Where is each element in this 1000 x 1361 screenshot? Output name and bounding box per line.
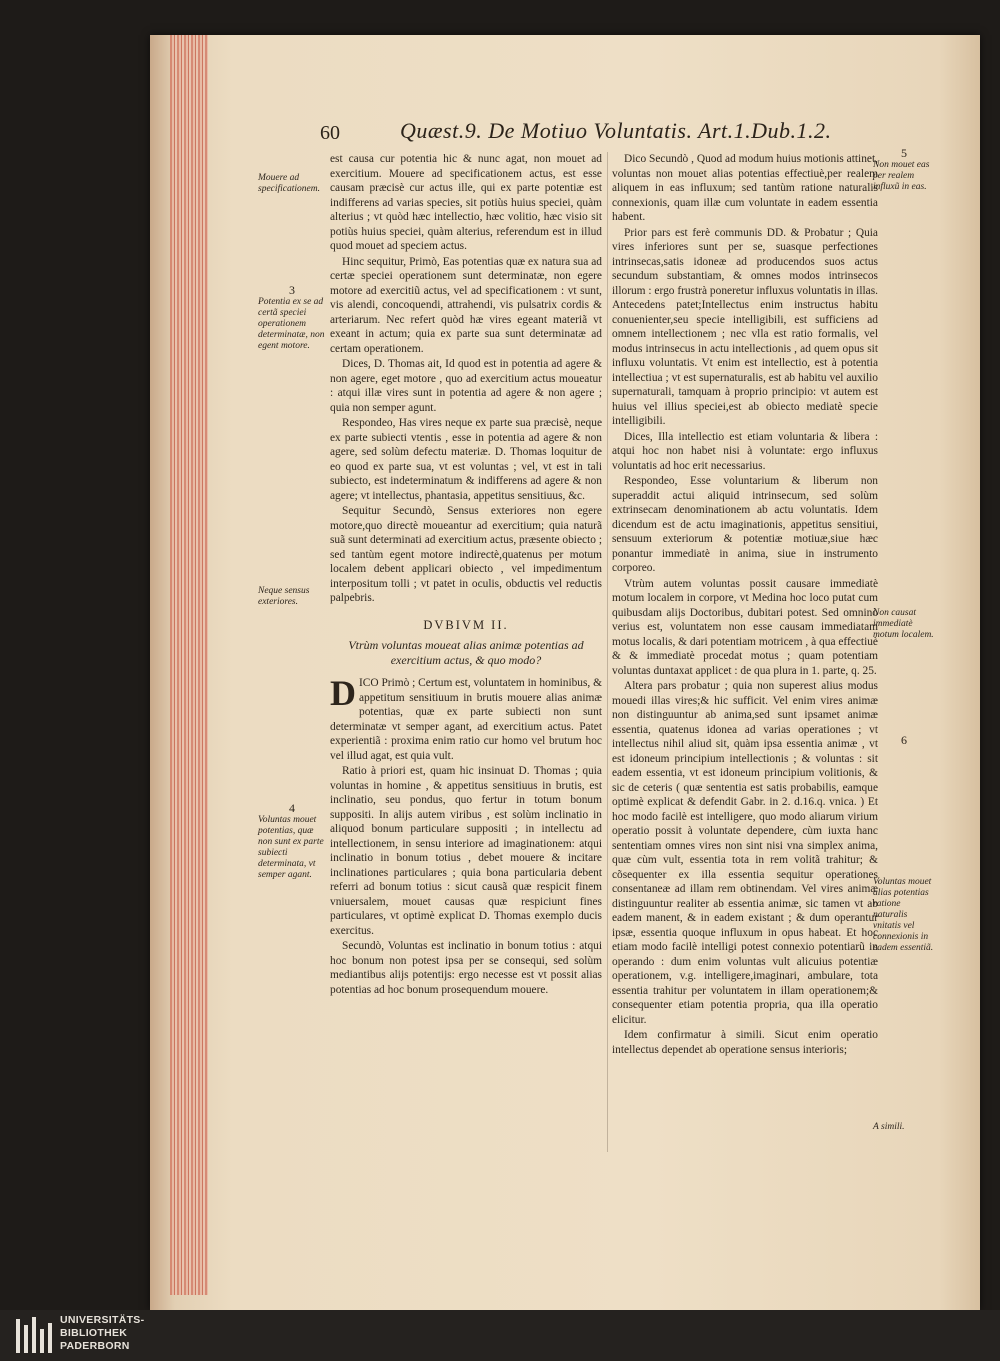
- paragraph: [330, 673, 602, 763]
- paragraph: Dices, Illa intellectio est etiam voluntaria & libera : atqui hoc non habet nisi à voluntate: ergo influxus voluntatis ad hoc erit necessarius.: [612, 430, 878, 472]
- margin-note-text: Non causat immediatè motum localem.: [873, 608, 934, 640]
- library-name-line: BIBLIOTHEK: [60, 1327, 128, 1339]
- margin-note: [258, 285, 326, 352]
- margin-note: [873, 877, 935, 954]
- column-divider: [607, 152, 608, 1152]
- margin-note-text: Non mouet eas per realem influxũ in eas.: [873, 160, 930, 192]
- paragraph: Secundò, Voluntas est inclinatio in bonum totius : atqui hoc bonum non potest ipsa per se consequi, sed solùm mediantibus alijs potentijs: ergo necesse est vt possit alias potentias ad hoc bonum prosequendum mouere.: [330, 940, 602, 996]
- margin-note: [873, 735, 935, 747]
- paragraph: Prior pars est ferè communis DD. & Probatur ; Quia vires inferiores sunt per se, suasque perfectiones intrinsecas,satis idoneæ ad producendos suos actus secundum substantiam, & omnes modos intrinsecos illorum : ergo frustrà poneretur influxus voluntatis in illas. Antecedens patet;Intellectus enim instructus habitu conuenienter,seu specie intelligibili, est sufficiens ad omnem intellectionem ; nec vlla est ratio formalis, vel modus intrinsecus in actu intellectionis , ad quem opus sit influxu voluntatis. Vt enim est intellectio, est à potentia intellectiua ; vt est supernaturalis, est ab habitu vel auxilio supernaturali, tamquam à proprio principio: vt autem est huius vel illius speciei,est ab obiecto mediatè specie intelligibili.: [612, 226, 878, 427]
- paragraph: Ratio à priori est, quam hic insinuat D. Thomas ; quia voluntas in homine , & appetitus sensitiuus in brutis, est inclinatio, seu pondus, quo fertur in totum bonum suppositi. In alijs autem viribus , est solùm inclinatio in aliquod bonum particulare suppositi ; in intellectu ad intellectionem, in sensu interiore ad imaginationem: atqui inclinatio in bonum totius , debet mouere & incitare inclinationes particulares ; quia bona particularia debent referri ad bonum totius : sicut causã quæ respicit finem vniuersalem, mouet causas quæ respiciunt fines particulares, vt optimè explicat D. Thomas exemplo ducis exercitus.: [330, 765, 602, 937]
- paragraph: Respondeo, Has vires neque ex parte sua præcisè, neque ex parte subiecti vtentis , esse in potentia ad agere & non agere, sed solùm defectu materiæ. D. Thomas loquitur de eo quod ex parte sua, vt est voluntas ; vel, vt est in tali subiecto, est indeterminatum & indifferens ad agere & non agere; vt intellectus, phantasia, appetitus sensitiuus, &c.: [330, 417, 602, 502]
- margin-note-text: A simili.: [873, 1122, 905, 1132]
- left-column: [330, 152, 602, 998]
- paragraph: Hinc sequitur, Primò, Eas potentias quæ ex natura sua ad certæ speciei operationem sunt determinatæ, non egere motore ad exercitiũ actus, vel ad specificationem : vt sunt, vis alendi, concoquendi, attrahendi, vis pulsatrix cordis & arteriarum. Nec refert quòd hæ vires egeant materiã vt exeant in actum; quia ex parte sua sunt determinatæ ad certam operationem.: [330, 255, 602, 355]
- margin-number: 5: [901, 146, 907, 160]
- margin-note: [258, 586, 326, 608]
- library-name-line: UNIVERSITÄTS-: [60, 1314, 145, 1326]
- page-edges: [170, 35, 208, 1295]
- margin-note: [258, 173, 326, 195]
- drop-cap: D: [330, 673, 356, 713]
- paragraph: Dico Secundò , Quod ad modum huius motionis attinet, voluntas non mouet alias potentias effectiuè,per realem aliquem in eas influxum; sed tantùm ratione naturalis connexionis, quam illæ cum voluntate in eadem essentia habent.: [612, 153, 878, 223]
- margin-note-text: Potentia ex se ad certã speciei operationem determinatæ, non egent motore.: [258, 297, 325, 351]
- margin-number: 4: [289, 801, 295, 815]
- paragraph: Altera pars probatur ; quia non superest alius modus mouedi illas vires;& hic sufficit. Vel enim vires animæ non distinguuntur ab anima,sed sunt ipsamet animæ essentia, quatenus idonea ad varias operationes ; vt intellectus nihil aliud sit, quàm ipsa essentia animæ , vt est idoneum principium intellectionis ; & voluntas : sit eadem essentia, vt est idoneum principium volitionis, & sic de ceteris ( quæ sententia est satis probabilis, eamque optimè explicat & defendit Gabr. in 2. d.16.q. vnica. ) Et hoc modo facilè est intelligere, quo modo aliarum virium operatio possit à voluntate dependere, cùm iuxta hanc sententiam omnes vires non sint nisi vna simplex anima, quæ cùm vult, essentia tota in rem volitã trahitur; & cõsequenter ex illa essentia sequitur operationes consentaneæ ad illam rem obtinendam. Vel vires animæ distinguuntur realiter ab essentia animæ, sic tamen vt ab eadem manent, & in eadem existant ; & dum operantur ipsæ, essentia quoque influxum in opus habeat. Et hoc etiam modo facilè intelligi potest connexio potentiarũ in operando : dum enim voluntas vult alicuius potentiæ operationem, v.g. intelligere,imaginari, ambulare, tota essentia trahitur per voluntatem in illam operationem;& consequenter etiam potentia propria, qua illa operatio elicitur.: [612, 680, 878, 1026]
- library-name-line: PADERBORN: [60, 1340, 130, 1352]
- paragraph: est causa cur potentia hic & nunc agat, non mouet ad exercitium. Mouere ad specificationem actus, est esse causam præcisè cur actus ille, qui ex parte potentiæ est indifferens ad varias species, sit potiùs huius speciei, quàm alterius ; vt quòd hæc intellectio, hæc volitio, hæc visio sit potiùs huius speciei, quàm alterius, referendum est in illud quod mouet ad speciem actus.: [330, 153, 602, 252]
- margin-note-text: Neque sensus exteriores.: [258, 586, 310, 607]
- library-footer: [0, 1310, 1000, 1361]
- page-header: [320, 118, 920, 148]
- university-library-logo-icon: [14, 1315, 54, 1357]
- margin-note: [258, 803, 326, 881]
- page-number: 60: [320, 122, 340, 144]
- margin-note-text: Voluntas mouet alias potentias ratione naturalis vnitatis vel connexionis in eadem essentiã.: [873, 877, 934, 953]
- right-column: [612, 152, 878, 1058]
- library-name: [60, 1314, 144, 1353]
- margin-note: [873, 608, 935, 641]
- margin-note: [873, 1122, 935, 1133]
- paragraph-text: ICO Primò ; Certum est, voluntatem in hominibus, & appetitum sensitiuum in brutis mouere alias animæ potentias, quæ ex parte subiecti non sunt determinatæ vt semper agant, ad exercitium actus. Patet experientiã : proxima enim ratio cur homo vel brutum hoc vel illud agat, est quia vult.: [330, 677, 602, 762]
- dubium-question: Vtrùm voluntas moueat alias animæ potentias ad exercitium actus, & quo modo?: [348, 638, 584, 667]
- paragraph: Sequitur Secundò, Sensus exteriores non egere motore,quo directè moueantur ad exercitium; quia naturã suã sunt determinati ad exercitium actus, præsente obiecto ; sed tantùm egent motore indirectè,quatenus per motum localem debent applicari obiecto , vel impedimentum interpositum tolli ; vt patet in oculis, obductis vel reductis palpebris.: [330, 505, 602, 604]
- margin-number: 3: [289, 283, 295, 297]
- margin-number: 6: [901, 733, 907, 747]
- margin-note-text: Mouere ad specificationem.: [258, 173, 320, 194]
- running-title: Quæst.9. De Motiuo Voluntatis. Art.1.Dub.1.2.: [400, 118, 832, 143]
- paragraph: Vtrùm autem voluntas possit causare immediatè motum localem in corpore, vt Medina hoc loco putat cum quibusdam alijs Doctoribus, dubitari potest. Sed omninò verius est, voluntatem non esse causam immediatam motus localis, & dari potentiam motricem , à qua effectiuè & & immediatè procedat motus ; quam potentiam voluntas duntaxat applicet : de qua plura in 1. parte, q. 25.: [612, 577, 878, 677]
- paragraph: Idem confirmatur à simili. Sicut enim operatio intellectus dependet ab operatione sensus interioris;: [612, 1029, 878, 1056]
- margin-note-text: Voluntas mouet potentias, quæ non sunt ex parte subiecti determinata, vt semper agant.: [258, 815, 324, 880]
- paragraph: Respondeo, Esse voluntarium & liberum non superaddit actui aliquid intrinsecum, sed solùm extrinsecam denominationem ab actu voluntatis. Idem dicendum est de actu imaginationis, appetitus sensitiui, sensuum exteriorum & potentiæ motiuæ,siue hæc ponantur immediatè in anima, siue in instrumento corporeo.: [612, 475, 878, 574]
- paragraph: Dices, D. Thomas ait, Id quod est in potentia ad agere & non agere, eget motore , quo ad exercitium actus moueatur : atqui illæ vires sunt in potentia ad agere & non agere ; quia non semper agunt.: [330, 358, 602, 414]
- dubium-heading: DVBIVM II.: [423, 617, 509, 632]
- margin-note: [873, 148, 935, 193]
